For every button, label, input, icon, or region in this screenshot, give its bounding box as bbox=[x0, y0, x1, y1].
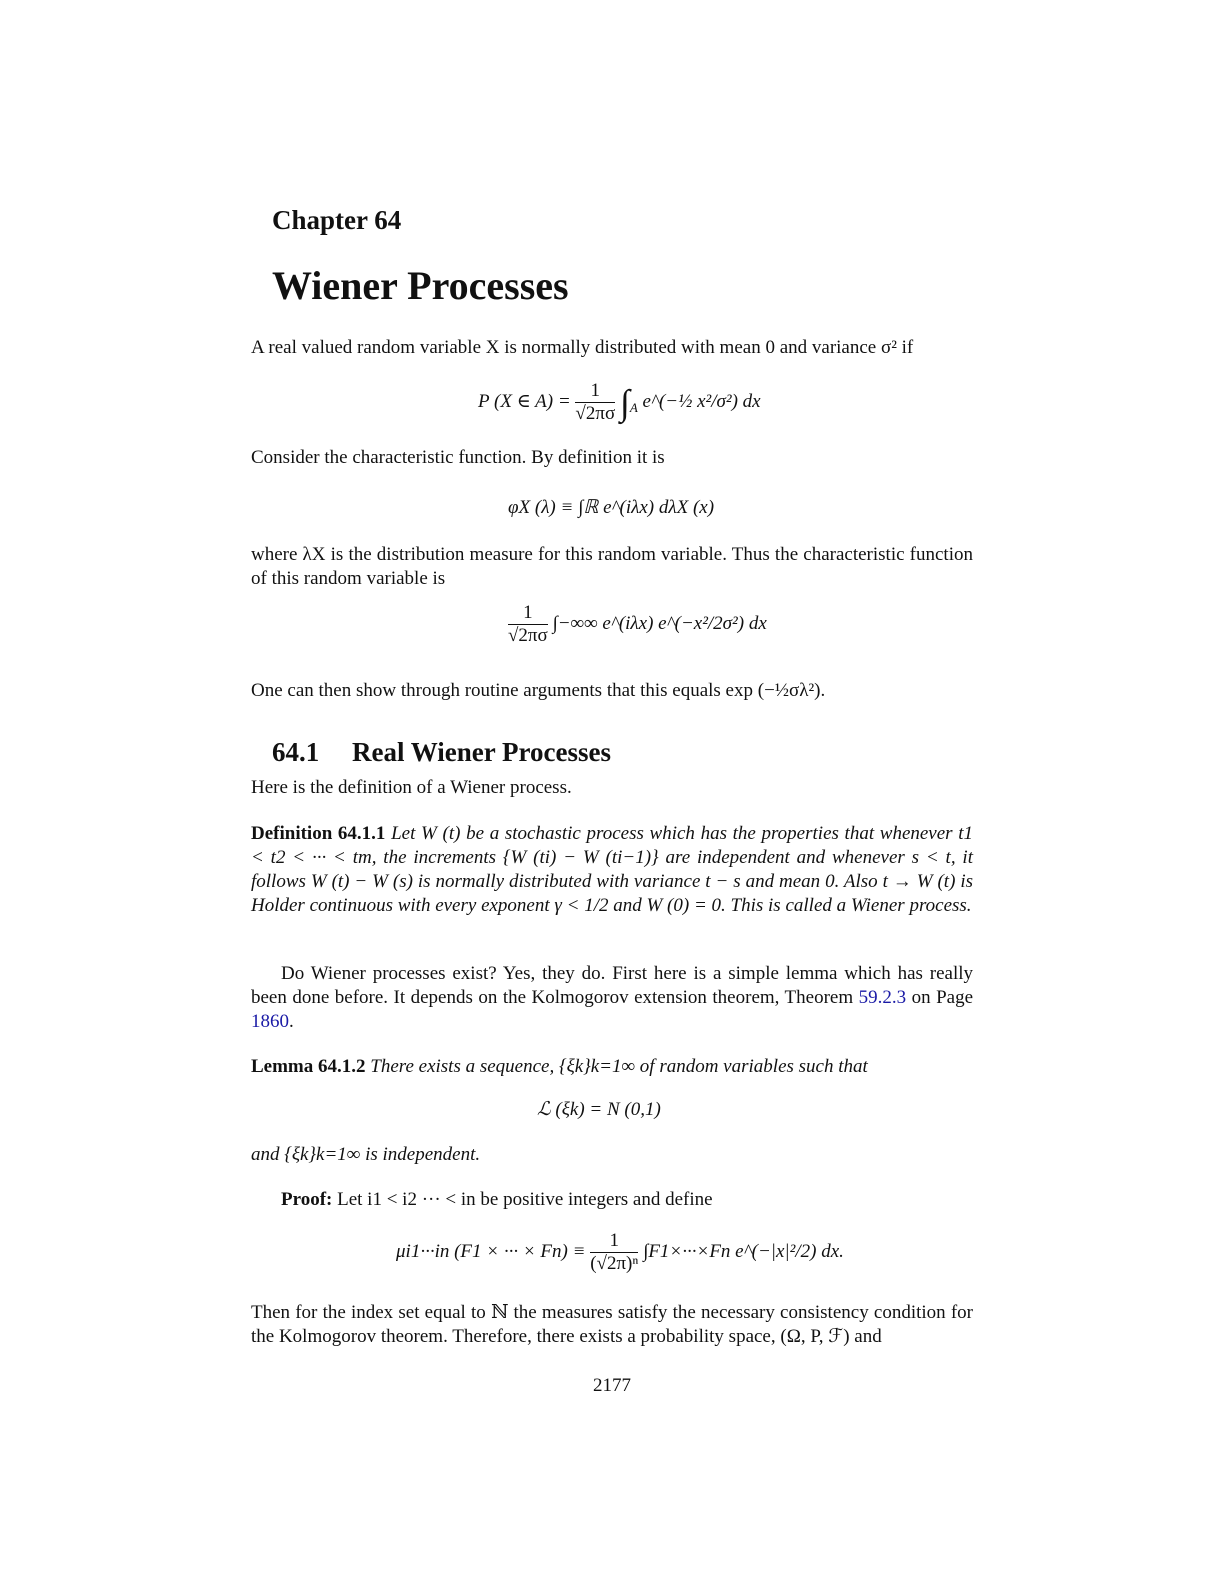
chapter-label: Chapter 64 bbox=[272, 205, 402, 235]
equation-4-numerator: 1 bbox=[590, 1230, 638, 1253]
equation-gaussian-measure bbox=[396, 1230, 844, 1275]
intro-paragraph-3: where λX is the distribution measure for this random variable. Thus the characteristic function of this random variable is bbox=[251, 544, 973, 589]
section-number: 64.1 bbox=[272, 737, 320, 767]
equation-1-numerator: 1 bbox=[575, 380, 615, 403]
lemma-statement bbox=[251, 1055, 973, 1079]
equation-3-fraction bbox=[508, 602, 548, 647]
section-intro: Here is the definition of a Wiener process. bbox=[251, 777, 572, 798]
intro-paragraph-2: Consider the characteristic function. By definition it is bbox=[251, 447, 665, 468]
proof-start bbox=[281, 1188, 1003, 1212]
existence-on-page: on Page bbox=[911, 987, 974, 1008]
definition-label: Definition 64.1.1 bbox=[251, 823, 386, 844]
intro-paragraph-4: One can then show through routine arguments that this equals exp (−½σλ²). bbox=[251, 680, 826, 701]
section-title: Real Wiener Processes bbox=[352, 737, 611, 767]
section-heading bbox=[272, 735, 611, 769]
chapter-title: Wiener Processes bbox=[272, 263, 569, 308]
theorem-link[interactable]: 59.2.3 bbox=[858, 987, 907, 1008]
lemma-text: There exists a sequence, {ξk}k=1∞ of random variables such that bbox=[370, 1056, 868, 1077]
equation-3-numerator: 1 bbox=[508, 602, 548, 625]
existence-paragraph bbox=[251, 962, 973, 1034]
equation-1-denominator: √2πσ bbox=[575, 403, 616, 424]
proof-closing: Then for the index set equal to ℕ the measures satisfy the necessary consistency condition for the Kolmogorov theorem. Therefore, there exists a probability space, (Ω, P, ℱ) and bbox=[251, 1302, 973, 1347]
definition-text: Let W (t) be a stochastic process which has the properties that whenever t1 < t2 < ··· < tm, the increments {W (ti) − W (ti−1)} are independent and whenever s < t, it follows W (t) − W (s) is normally distributed with variance t − s and mean 0. Also t → W (t) is Holder continuous with every exponent γ < 1/2 and W (0) = 0. This is called a Wiener process. bbox=[251, 823, 974, 916]
equation-characteristic-integral bbox=[508, 602, 767, 647]
equation-3-integral: ∫−∞∞ e^(iλx) e^(−x²/2σ²) dx bbox=[552, 612, 767, 634]
equation-4-denominator: (√2π)ⁿ bbox=[590, 1253, 639, 1274]
equation-1-lhs: P (X ∈ A) = bbox=[478, 390, 571, 412]
equation-4-lhs: μi1···in (F1 × ··· × Fn) ≡ bbox=[396, 1240, 586, 1262]
equation-1-integrand: e^(−½ x²/σ²) dx bbox=[642, 390, 761, 412]
definition-block bbox=[251, 822, 973, 918]
equation-1-fraction bbox=[575, 380, 615, 425]
proof-text: Let i1 < i2 ··· < in be positive integers and define bbox=[337, 1189, 713, 1210]
existence-end: . bbox=[289, 1011, 294, 1032]
existence-text: Do Wiener processes exist? Yes, they do. First here is a simple lemma which has really been done before. It depends on the Kolmogorov extension theorem, Theorem bbox=[251, 963, 973, 1008]
equation-characteristic-function: φX (λ) ≡ ∫ℝ e^(iλx) dλX (x) bbox=[508, 497, 715, 518]
equation-3-denominator: √2πσ bbox=[508, 625, 548, 646]
page-link[interactable]: 1860 bbox=[251, 1011, 289, 1032]
intro-paragraph-1: A real valued random variable X is normally distributed with mean 0 and variance σ² if bbox=[251, 337, 914, 358]
page-number: 2177 bbox=[593, 1375, 631, 1396]
equation-lemma: ℒ (ξk) = N (0,1) bbox=[537, 1099, 661, 1120]
equation-normal-density: P (X ∈ A) = $\frac{1}{√2\pi\sigma}$ $\int_A$ e^(−½ x²/σ²) dx bbox=[478, 380, 761, 424]
equation-4-integral: ∫F1×···×Fn e^(−|x|²/2) dx. bbox=[643, 1240, 844, 1262]
proof-label: Proof: bbox=[281, 1189, 333, 1210]
equation-4-fraction bbox=[590, 1230, 638, 1275]
lemma-label: Lemma 64.1.2 bbox=[251, 1056, 366, 1077]
lemma-tail: and {ξk}k=1∞ is independent. bbox=[251, 1144, 481, 1165]
